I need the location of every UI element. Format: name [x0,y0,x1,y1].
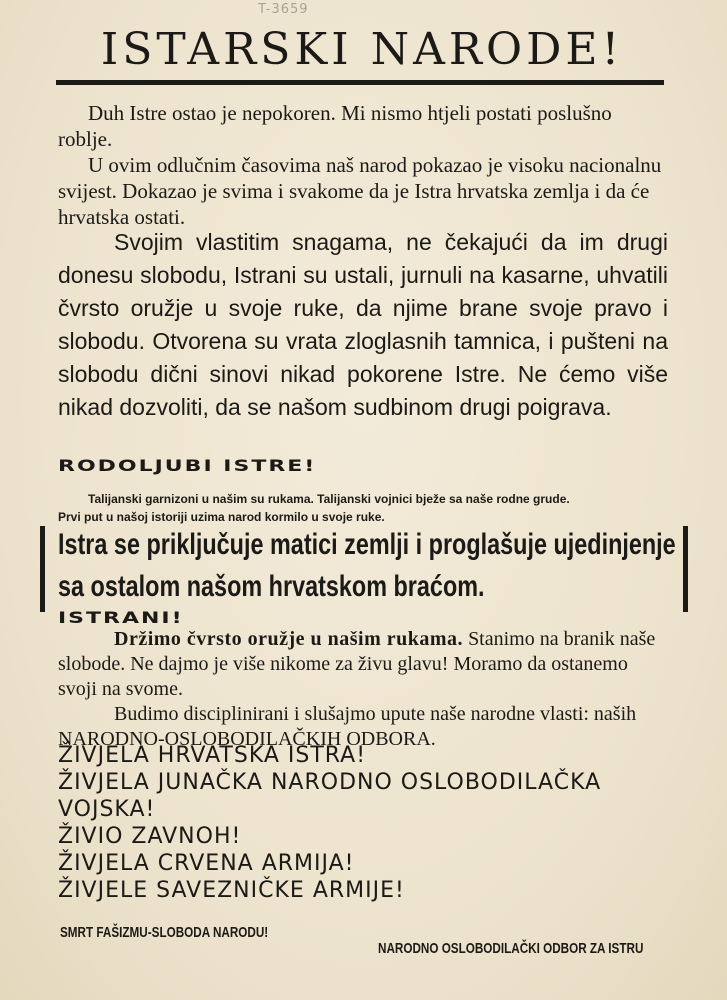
closing-paragraph-2: Budimo disciplinirani i slušajmo upute naše narodne vlasti: naših NARODNO-OSLOBODILAČKIH ODBORA. [58,703,637,750]
slogan-line: ŽIVIO ZAVNOH! [58,824,242,849]
heading-patriots-text: RODOLJUBI ISTRE! [58,457,317,476]
right-margin-bar [683,526,688,612]
heading-patriots [58,454,316,479]
closing-text [58,627,670,752]
archive-mark: T-3659 [258,2,309,17]
slogans-list [58,742,678,904]
slogan-line: ŽIVJELA HRVATSKA ISTRA! [58,743,367,768]
garrison-note [58,490,678,526]
garrison-note-line-1: Talijanski garnizoni u našim su rukama. Talijanski vojnici bježe sa naše rodne grude. [88,492,570,506]
closing-bold-lead: Držimo čvrsto oružje u našim rukama. [114,628,464,650]
closing-after-bold: Stanimo na branik naše slobode. Ne dajmo je više nikome za živu glavu! Moramo da ostanemo svoji na svome. [58,628,656,700]
slogan-line: ŽIVJELA JUNAČKA NARODNO OSLOBODILAČKA [58,770,602,795]
garrison-note-line-2: Prvi put u našoj istoriji uzima narod kormilo u svoje ruke. [58,510,385,524]
heading-istrians-text: ISTRANI! [58,609,184,628]
intro-text [58,100,668,230]
intro-paragraph-2: U ovim odlučnim časovima naš narod pokazao je visoku nacionalnu svijest. Dokazao je svima i svakome da je Istra hrvatska zemlja i da će hrvatska ostati. [58,153,662,229]
intro-paragraph-1: Duh Istre ostao je nepokoren. Mi nismo htjeli postati poslušno roblje. [58,101,612,151]
footer-signature: NARODNO OSLOBODILAČKI ODBOR ZA ISTRU [378,940,644,957]
footer-motto: SMRT FAŠIZMU-SLOBODA NARODU! [60,924,269,941]
closing-paragraph-1 [58,627,670,702]
slogan-line: ŽIVJELE SAVEZNIČKE ARMIJE! [58,878,405,903]
main-paragraph [58,226,668,424]
join-statement-line-2: sa ostalom našom hrvatskom braćom. [58,570,485,603]
slogan-line: ŽIVJELA CRVENA ARMIJA! [58,851,355,876]
poster-title: ISTARSKI NARODE! [100,24,624,75]
slogan-line: VOJSKA! [58,797,156,822]
left-margin-bar [40,526,45,612]
title-rule [56,80,664,85]
main-paragraph-text: Svojim vlastitim snagama, ne čekajući da im drugi donesu slobodu, Istrani su ustali, jurnuli na kasarne, uhvatili čvrsto oružje u svoje ruke, da njime brane svoje pravo i slobodu. Otvorena su vrata zloglasnih tamnica, i pušteni na slobodu dični sinovi nikad pokorene Istre. Ne ćemo više nikad dozvoliti, da se našom sudbinom drugi poigrava. [58,229,668,420]
join-statement [58,524,676,608]
join-statement-line-1: Istra se priključuje matici zemlji i proglašuje ujedinjenje [58,528,676,561]
